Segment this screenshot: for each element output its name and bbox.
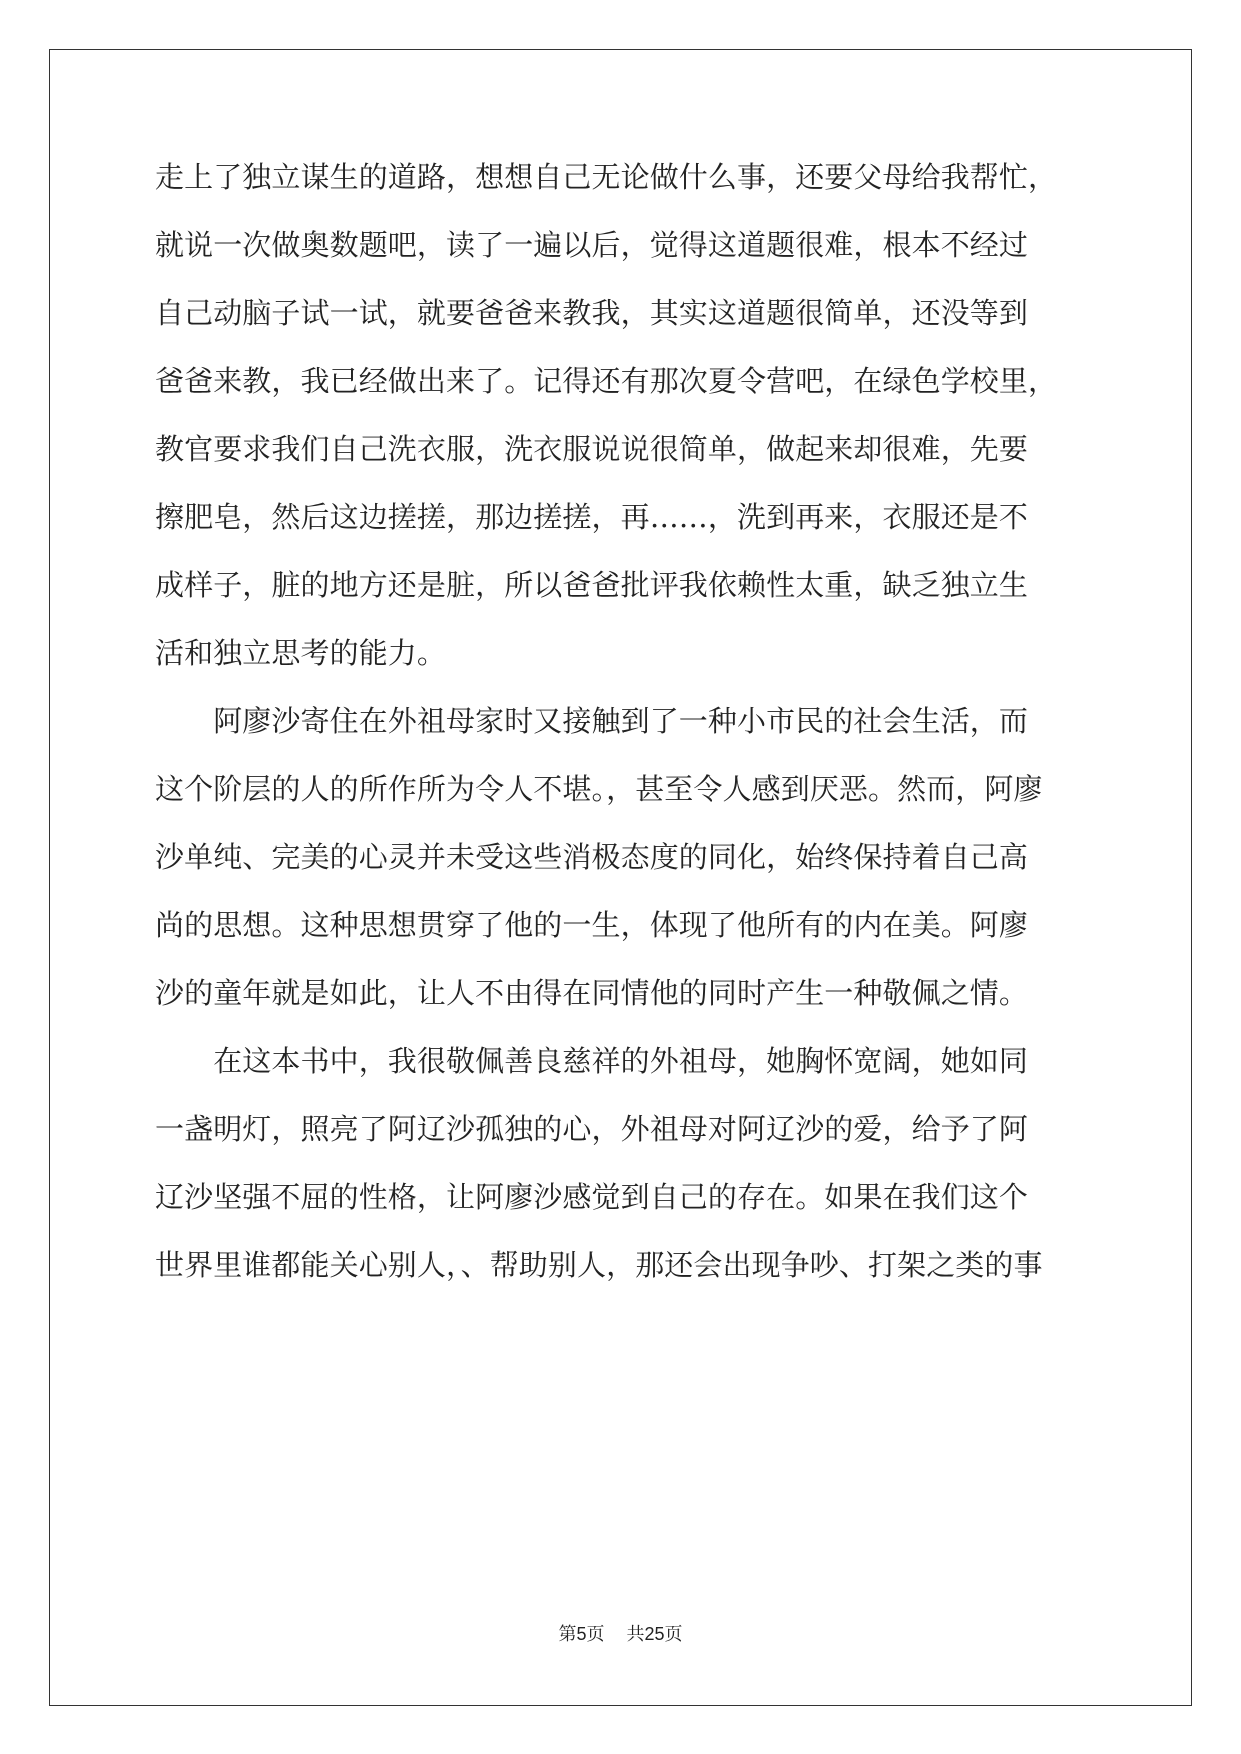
text-line: 这个阶层的人的所作所为令人不堪。，甚至令人感到厌恶。然而，阿廖 (155, 772, 1043, 806)
page-suffix: 页 (586, 1624, 605, 1645)
text-line: 阿廖沙寄住在外祖母家时又接触到了一种小市民的社会生活，而 (155, 704, 1029, 738)
text-line: 世界里谁都能关心别人，、帮助别人，那还会出现争吵、打架之类的事 (155, 1248, 1043, 1282)
total-suffix: 页 (664, 1624, 683, 1645)
text-line: 在这本书中，我很敬佩善良慈祥的外祖母，她胸怀宽阔，她如同 (155, 1044, 1029, 1078)
text-line: 擦肥皂，然后这边搓搓，那边搓搓，再……，洗到再来，衣服还是不 (155, 500, 1029, 534)
page-number: 5 (576, 1624, 587, 1644)
text-line: 教官要求我们自己洗衣服，洗衣服说说很简单，做起来却很难，先要 (155, 432, 1029, 466)
text-line: 成样子，脏的地方还是脏，所以爸爸批评我依赖性太重，缺乏独立生 (155, 568, 1029, 602)
text-line: 爸爸来教，我已经做出来了。记得还有那次夏令营吧，在绿色学校里， (155, 364, 1058, 398)
page-prefix: 第 (558, 1624, 577, 1645)
text-line: 一盏明灯，照亮了阿辽沙孤独的心，外祖母对阿辽沙的爱，给予了阿 (155, 1112, 1029, 1146)
page-footer (0, 1622, 1241, 1647)
total-pages: 25 (644, 1624, 665, 1644)
text-line: 尚的思想。这种思想贯穿了他的一生，体现了他所有的内在美。阿廖 (155, 908, 1029, 942)
text-line: 就说一次做奥数题吧，读了一遍以后，觉得这道题很难，根本不经过 (155, 228, 1029, 262)
text-line: 活和独立思考的能力。 (155, 636, 447, 670)
total-prefix: 共 (626, 1624, 645, 1645)
text-line: 辽沙坚强不屈的性格，让阿廖沙感觉到自己的存在。如果在我们这个 (155, 1180, 1029, 1214)
text-line: 自己动脑子试一试，就要爸爸来教我，其实这道题很简单，还没等到 (155, 296, 1029, 330)
text-line: 沙的童年就是如此，让人不由得在同情他的同时产生一种敬佩之情。 (155, 976, 1029, 1010)
text-line: 沙单纯、完美的心灵并未受这些消极态度的同化，始终保持着自己高 (155, 840, 1029, 874)
text-line: 走上了独立谋生的道路，想想自己无论做什么事，还要父母给我帮忙， (155, 160, 1058, 194)
